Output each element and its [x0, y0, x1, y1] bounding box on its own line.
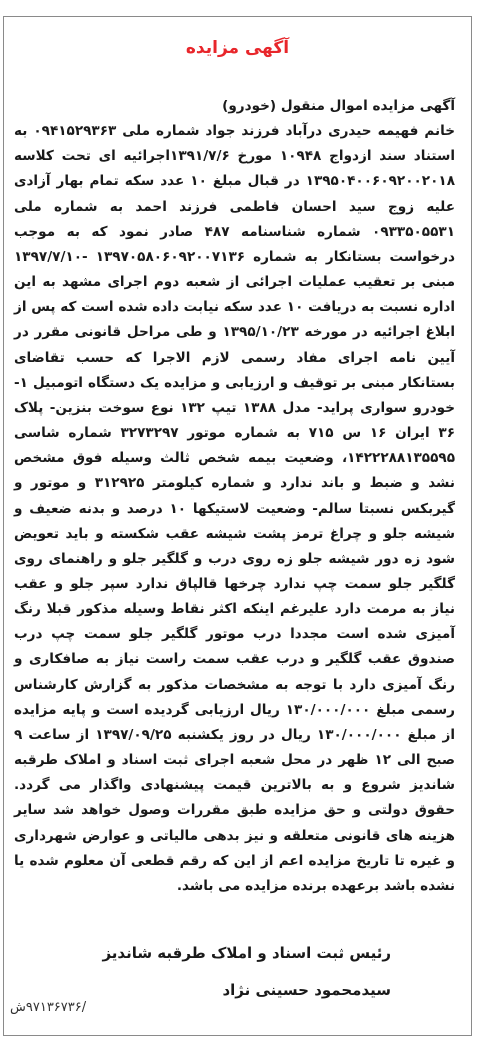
notice-body	[14, 94, 455, 899]
notice-subtitle: آگهی مزایده اموال منقول (خودرو)	[222, 98, 455, 114]
notice-title: آگهی مزایده	[185, 38, 290, 58]
notice-box	[3, 16, 472, 1036]
reference-code: /۹۷۱۳۶۷۳۶ش	[10, 1000, 87, 1015]
signature-name: سیدمحمود حسینی نژاد	[222, 981, 391, 999]
notice-main-text: خانم فهیمه حیدری درآباد فرزند جواد شماره ملی ۰۹۴۱۵۲۹۳۶۳ به استناد سند ازدواج ۱۰۹۴۸ مورخ ۱۳۹۱/۷/۶اجرائیه ای تحت کلاسه ۱۳۹۵۰۴۰۰۶۰۹۲۰۰۲۰۱۸ در قبال مبلغ ۱۰ عدد سکه تمام بهار آزادی علیه زوج سید احسان فاطمی فرزند احمد به شماره ملی ۰۹۳۳۵۰۵۵۳۱ شماره شناسنامه ۴۸۷ صادر نمود که به موجب درخواست بستانکار به شماره ۱۳۹۷۰۵۸۰۶۰۹۲۰۰۷۱۳۶ -۱۳۹۷/۷/۱۰ مبنی بر تعقیب عملیات اجرائی از شعبه دوم اجرای مشهد به این اداره نسبت به دریافت ۱۰ عدد سکه نیابت داده شده است که پس از ابلاغ اجرائیه در مورخه ۱۳۹۵/۱۰/۲۳ و طی مراحل قانونی مقرر در آیین نامه اجرای مفاد رسمی لازم الاجرا که حسب تقاضای بستانکار مبنی بر توقیف و ارزیابی و مزایده یک دستگاه اتومبیل ۱- خودرو سواری پراید- مدل ۱۳۸۸ تیپ ۱۳۲ نوع سوخت بنزین- پلاک ۳۶ ایران ۱۶ س ۷۱۵ به شماره موتور ۳۲۷۳۲۹۷ شماره شاسی ۱۴۲۲۲۸۸۱۳۵۵۹۵، وضعیت بیمه شخص ثالث وسیله فوق مشخص نشد و ضبط و باند ندارد و شماره کیلومتر ۳۱۲۹۲۵ و موتور و گیربکس نسبتا سالم- وضعیت لاستیکها ۱۰ درصد و بدنه ضعیف و شیشه جلو و چراغ ترمز پشت شیشه عقب شکسته و باید تعویض شود زه دور شیشه جلو زه روی درب و گلگیر جلو و راهنمای روی گلگیر جلو سمت چپ ندارد چرخها قالپاق ندارد سپر جلو و عقب نیاز به مرمت دارد علیرغم اینکه اکثر نقاط وسیله مذکور قبلا رنگ آمیزی شده است مجددا درب موتور گلگیر جلو سمت چپ درب صندوق عقب گلگیر و درب عقب سمت راست نیاز به صافکاری و رنگ آمیزی دارد با توجه به مشخصات مذکور به گزارش کارشناس رسمی مبلغ ۱۳۰/۰۰۰/۰۰۰ ریال ارزیابی گردیده است و پایه مزایده از مبلغ ۱۳۰/۰۰۰/۰۰۰ ریال در روز یکشنبه ۱۳۹۷/۰۹/۲۵ از ساعت ۹ صبح الی ۱۲ ظهر در محل شعبه اجرای ثبت اسناد و املاک طرقبه شاندیز شروع و به بالاترین قیمت پیشنهادی واگذار می گردد. حقوق دولتی و حق مزایده طبق مقررات وصول خواهد شد سایر هزینه های قانونی متعلقه و نیز بدهی مالیاتی و عوارض شهرداری و غیره تا تاریخ مزایده اعم از این که رقم قطعی آن معلوم شده یا نشده باشد برعهده برنده مزایده می باشد.	[14, 123, 456, 894]
signature-title: رئیس ثبت اسناد و املاک طرقبه شاندیز	[102, 944, 391, 962]
